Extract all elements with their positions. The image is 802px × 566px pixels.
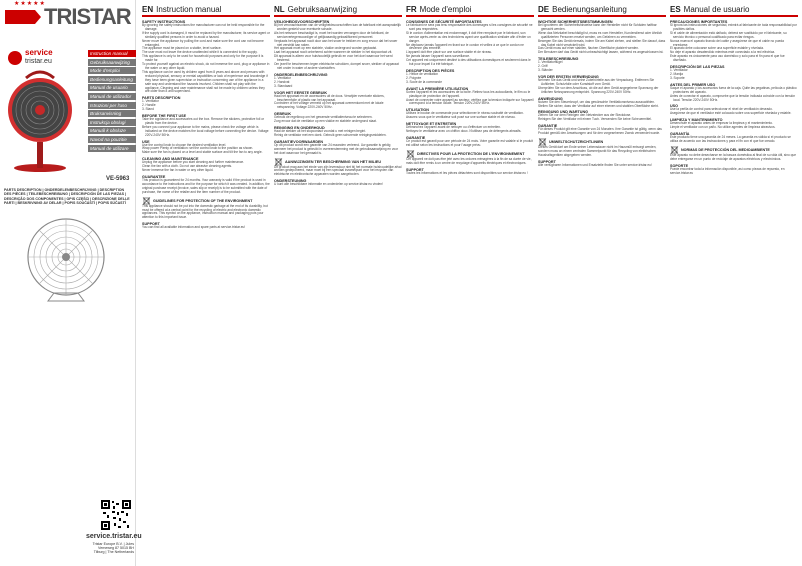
heading: GUARANTEE: [142, 175, 166, 179]
list-item: 1. Ventilatorflügel: [538, 60, 563, 65]
paragraph: This appliance should not be put into the domestic garbage at the end of its durability, but must be offered at a central point for the recycling of electric and electronic domestic appliances. This symbol on the appliance, instruction manual and packaging puts your attention to this important issue.: [142, 203, 268, 220]
list-item: If the supply cord is damaged, it must be replaced by the manufacturer, its service agent or similarly qualified persons in order to avoid a hazard.: [142, 30, 270, 39]
section-de: [538, 4, 666, 564]
list-item: Si ignora las instrucciones de seguridad, eximirá al fabricante de toda responsabilidad por posibles daños.: [670, 23, 797, 31]
paragraph: U kunt alle beschikbare informatie en onderdelen op service.tristar.eu vinden!: [274, 182, 383, 187]
language-code: FR: [406, 5, 417, 14]
list-item: 2. Poignée: [406, 75, 422, 80]
list-item: 3. Soporte: [670, 75, 685, 80]
heading: PARTS DESCRIPTION: [142, 96, 181, 101]
list-item: 2. Griff: [538, 64, 548, 69]
list-item: 2. Handle: [142, 103, 156, 108]
heading: USE: [142, 139, 150, 144]
language-item: Istruzioni per l'uso: [88, 102, 136, 109]
heading: DESCRIPCIÓN DE LAS PIEZAS: [670, 65, 725, 70]
list-item: Never move the appliance by pulling the cord and make sure the cord can not become entangled.: [142, 38, 264, 47]
heading: DESCRIPTION DES PIÈCES: [406, 68, 455, 73]
paragraph: Este producto tiene una garantía de 24 meses. La garantía es válida si el producto se utiliza de acuerdo con las instrucciones y para el fin con el que fue creado.: [670, 135, 791, 143]
list-item: Nutzen Sie den Steuerknopf, um das gewünschte Ventilationsniveau auszuwählen.: [538, 99, 655, 104]
heading: SAFETY INSTRUCTIONS: [142, 20, 186, 24]
list-item: Ne déplacez jamais l'appareil en tirant sur le cordon et veillez à ce que le cordon ne devienne pas emmêlé.: [406, 42, 524, 51]
section-title: Instruction manual: [156, 5, 222, 14]
brand-logo: [5, 4, 131, 30]
list-item: 3. Ständer: [538, 68, 553, 73]
language-item: Bedienungsanleitung: [88, 76, 136, 83]
paragraph: Puede encontrar toda la información disponible, así como piezas de repuesto, en service.tristar.eu: [670, 166, 785, 175]
list-item: Stellen Sie sicher, dass der Ventilator auf einer ebenen und stabilen Oberfläche steht.: [538, 103, 659, 108]
heading: NETTOYAGE ET ENTRETIEN: [406, 122, 457, 127]
language-item: Manual de utilizare: [88, 145, 136, 152]
list-item: Take the appliance and accessories out the box. Remove the stickers, protective foil or plastic from the device.: [142, 117, 265, 125]
list-item: Dit apparaat is alleen voor huishoudelijk gebruik en voor het doel waarvoor het werd bestemd.: [274, 54, 393, 63]
section-nl: [274, 4, 402, 564]
list-item: Überprüfen Sie vor dem Anschluss, ob die auf dem Gerät angegebene Spannung der örtlichen Netzspannung entspricht. Spannung 220V-240V 50Hz.: [538, 85, 659, 94]
heading: SOPORTE: [670, 163, 689, 168]
section-en: [142, 4, 270, 564]
list-item: To protect yourself against an electric shock, do not immerse the cord, plug or appliance in the water or any other liquid.: [142, 62, 270, 70]
list-item: 1. Ventilator: [274, 75, 291, 80]
heading: ANWENDUNG: [538, 96, 563, 101]
list-item: Desenchufe el aparato antes de empezar la limpieza y el mantenimiento.: [670, 121, 773, 126]
section-title: Mode d'emploi: [419, 5, 472, 14]
section-title: Manual de usuario: [683, 5, 750, 14]
list-item: This appliance can be used by children aged from 8 years and above and persons with reduced physical, sensory or mental capabilities or lack of experience and knowledge if they have been given supervision or instruction concerning use of the appliance in a safe way and understand the hazards involved. Children shall not play with the appliance. Cleaning and user maintenance shall not be made by children unless they are older than 8 and supervised.: [142, 69, 268, 94]
heading: SUPPORT: [406, 167, 424, 172]
stars-icon: ★★★★★: [14, 1, 46, 7]
paragraph: Ce produit est garanti pour une période de 24 mois. Votre garantie est valable si le produit est utilisé selon les instructions et pour l'usage prévu.: [406, 138, 533, 147]
heading: UMWELTSCHUTZRICHTLINIEN: [549, 140, 604, 145]
list-item: 3. Socle de la commande: [406, 79, 442, 84]
list-item: Este aparato es únicamente para uso doméstico y solo para el fin para el que fue diseñado.: [670, 54, 785, 63]
list-item: Clean the fan with a cloth. Do not use abrasive cleaning agents.: [142, 164, 233, 169]
heading: VEILIGHEIDSVOORSCHRIFTEN: [274, 20, 330, 24]
list-item: Use the control knob to choose the desired ventilation level.: [142, 142, 227, 147]
list-item: Laat het apparaat nooit onbeheerd achter wanneer de stekker in het stopcontact zit.: [274, 50, 393, 55]
list-item: No deje el aparato desatendido mientras esté conectado a la red eléctrica.: [670, 50, 776, 55]
heading: GARANTÍA: [670, 132, 690, 137]
heading: WICHTIGE SICHERHEITSBESTIMMUNGEN: [538, 20, 613, 24]
paragraph: Alle verfügbaren Informationen und Ersatzteile finden Sie unter service.tristar.eu!: [538, 162, 652, 167]
list-item: Cet appareil est uniquement destiné à des utilisations domestiques et seulement dans le but pour lequel il a été fabriqué.: [406, 58, 531, 67]
language-code: NL: [274, 5, 285, 14]
language-item: Manuál k obsluze: [88, 127, 136, 134]
heading: ONDERSTEUNING: [274, 179, 307, 184]
fan-hub: [35, 105, 45, 115]
footer-site: service.tristar.eu: [86, 533, 142, 540]
brand-flag-icon: [5, 10, 35, 24]
list-item: Si le cordon d'alimentation est endommagé, il doit être remplacé par le fabricant, son service après-vente ou des techniciens ayant une qualification similaire afin d'éviter un danger.: [406, 30, 531, 43]
list-item: Nettoyez le ventilateur avec un chiffon doux. N'utilisez pas de détergents abrasifs.: [406, 129, 522, 134]
heading: REINIGING EN ONDERHOUD: [274, 126, 325, 131]
paragraph: Dit product mag aan het einde van zijn levensduur niet bij het normale huishoudelijke afval worden gedeponeerd, maar moet bij een speciaal inzamelpunt voor het recyclen van elektrische en elektronische apparaten worden aangeboden.: [274, 164, 402, 177]
language-code: EN: [142, 5, 154, 14]
list-item: Haal de stekker uit het stopcontact voordat u met reinigen begint.: [274, 129, 366, 134]
heading: BEFORE THE FIRST USE: [142, 114, 187, 119]
list-item: Assurez-vous que le ventilateur soit posé sur une surface stable et de niveau.: [406, 115, 516, 120]
paragraph: Este aparato no debe desecharse en la basura doméstica al final de su vida útil, sino que debe entregarse en un punto de reciclaje de aparatos eléctricos y electrónicos.: [670, 152, 796, 161]
parts-caption: PARTS DESCRIPTION | ONDERDELENBESCHRIJVING | DESCRIPTION DES PIÈCES | TEILEBESCHREIBUNG | DESCRIPCIÓN DE LAS PIEZAS | DESCRIÇÃO DOS COMPONENTES | OPIS CZĘŚCI | DESCRIZIONE DELLE PARTI | BESKRIVNING AV DELAR | POPIS SOUČÁSTÍ | POPIS SÚČASTÍ: [4, 188, 130, 206]
list-item: Wenn das Netzkabel beschädigt ist, muss es vom Hersteller, Kundendienst oder ähnlich qualifizierten Personen ersetzt werden, um Gefahren zu vermeiden.: [538, 30, 663, 39]
list-item: Als het netsnoer beschadigd is, moet het worden vervangen door de fabrikant, de servicevertegenwoordiger of gelijkwaardig gekwalificeerd personeel.: [274, 30, 389, 39]
list-item: Sortez l'appareil et les accessoires de la boîte. Retirez tous les autocollants, le film ou le plastique de protection de l'appareil.: [406, 89, 531, 98]
list-item: 1. Ventilator: [142, 99, 159, 104]
language-item: Navod na pouzitie: [88, 136, 136, 143]
list-item: Ziehen Sie vor dem Reinigen den Netzstecker aus der Steckdose.: [538, 113, 632, 118]
heading: PRECAUCIONES IMPORTANTES: [670, 20, 728, 24]
list-item: 2. Manija: [670, 71, 683, 76]
heading: USO: [670, 104, 678, 109]
list-item: El aparato debe colocarse sobre una superficie estable y nivelada.: [670, 46, 764, 51]
heading: CONSIGNES DE SÉCURITÉ IMPORTANTES: [406, 20, 482, 24]
paragraph: Dieses Gerät darf am Ende seiner Lebensdauer nicht im Hausmüll entsorgt werden, sondern muss an einem zentralen Sammelpunkt für das Recycling von elektrischen Haushaltsgeräten abgegeben werden.: [538, 145, 657, 157]
paragraph: Toutes les informations et les pièces détachées sont disponibles sur service.tristar.eu !: [406, 170, 528, 175]
paragraph: You can find all available information and spare parts at service.tristar.eu!: [142, 225, 246, 230]
list-item: Saque el aparato y los accesorios fuera de la caja. Quite las pegatinas, película o plástico protectores del aparato.: [670, 85, 797, 94]
diagram-hub: [62, 253, 70, 261]
list-item: Le fabricant ne sera pas tenu responsable des dommages si les consignes de sécurité ne sont pas respectées.: [406, 23, 533, 31]
footer-address: Tristar Europe B.V. | Jules Verneweg 87 5015 BH Tilburg | The Netherlands: [92, 542, 134, 555]
list-item: Never immerse the fan in water or any other liquid.: [142, 168, 214, 173]
language-item: Manual de usuario: [88, 84, 136, 91]
list-item: Bewegen Sie das Gerät niemals, indem Sie am Kabel ziehen, und stellen Sie darauf, dass das Kabel nicht verwickelt wird.: [538, 38, 666, 47]
language-item: Manual de utilizador: [88, 93, 136, 100]
list-item: L'appareil doit être placé sur une surface stable et de niveau.: [406, 50, 493, 55]
list-item: Ne jamais laisser l'appareil sans surveillance.: [406, 54, 471, 59]
language-code: ES: [670, 5, 681, 14]
heading: UTILISATION: [406, 108, 429, 113]
list-item: Gebruik de regelknop om het gewenste ventilatieniveau te selecteren.: [274, 115, 373, 120]
list-item: Unplug the appliance before you start cleaning and further maintenance.: [142, 160, 245, 165]
heading: CLEANING AND MAINTENANCE: [142, 157, 199, 162]
heading: ONDERDELENBESCHRIJVING: [274, 72, 328, 77]
service-icon: [8, 51, 22, 65]
list-item: This appliance is only to be used for household purposes and only for the purpose it is made for.: [142, 54, 264, 63]
heading: GARANTIE: [406, 135, 426, 140]
list-item: Bij het veronachtzamen van de veiligheidsvoorschriften kan de fabrikant niet aansprakelijk worden gesteld voor eventuele schade.: [274, 23, 401, 31]
section-title: Bedienungsanleitung: [552, 5, 627, 14]
list-item: 3. Stand: [142, 107, 154, 112]
list-item: 3. Standaard: [274, 83, 293, 88]
fan-handle: [26, 72, 54, 78]
list-item: Antes de conectar el aparato, compruebe que la tensión indicada coincide con la tensión local. Tensión 220V-240V 50Hz.: [670, 93, 796, 102]
paragraph: Für dieses Produkt gilt eine Garantie von 24 Monaten. Ihre Garantie ist gültig, wenn das Produkt gemäß den Anweisungen und für den vorgesehenen Zweck verwendet wurde.: [538, 127, 662, 136]
list-item: Reinig de ventilator met een doek. Gebruik geen schurende reinigingsmiddelen.: [274, 132, 387, 137]
heading: VOOR HET EERSTE GEBRUIK: [274, 90, 328, 95]
list-item: The appliance must be placed on a stable, level surface.: [142, 46, 222, 51]
language-item: Instrukcja obslugi: [88, 119, 136, 126]
section-title: Gebruiksaanwijzing: [287, 5, 358, 14]
list-item: 1. Ventilador: [670, 68, 688, 73]
section-header: [670, 4, 798, 17]
list-item: Controleer of het voltage vermeld op het apparaat overeenkomt met de lokale netspanning. Voltage 220V-240V 50Hz.: [274, 101, 384, 110]
fan-diagram: [14, 213, 118, 309]
service-label: service: [25, 48, 53, 57]
fan-stand: [37, 142, 43, 168]
list-item: 1. Hélice de ventilation: [406, 71, 439, 76]
list-item: Reinigen Sie den Ventilator mit einem Tuch. Verwenden Sie keine Scheuermittel.: [538, 117, 652, 122]
list-item: Make sure the fan is placed on a level and stable surface and tilt the fan to any angle.: [142, 150, 263, 155]
list-item: Zorg ervoor dat de ventilator op een vlakke en stabiele ondergrond staat.: [274, 119, 377, 124]
list-item: By ignoring the safety instructions the manufacturer can not be held responsible for the damage.: [142, 23, 265, 31]
section-header: [538, 4, 666, 17]
list-item: Nunca mueva el aparato tirando del cable y asegúrese de que el cable no pueda enredarse.: [670, 38, 784, 47]
language-list: [88, 50, 136, 153]
heading: AANWIJZINGEN TER BESCHERMING VAN HET MILIEU: [285, 159, 382, 164]
heading: GARANTIEVOORWAARDEN: [274, 139, 324, 144]
heading: NORMAS DE PROTECCIÓN DEL MEDIOAMBIENTE: [681, 147, 770, 152]
heading: GUIDELINES FOR PROTECTION OF THE ENVIRONMENT: [153, 198, 253, 203]
model-number: VE-5963: [106, 176, 130, 182]
heading: TEILEBESCHREIBUNG: [538, 57, 579, 62]
list-item: Haal het apparaat en de accessoires uit de doos. Verwijder eventuele stickers, beschermfolie of plastic van het apparaat.: [274, 93, 385, 102]
list-item: Nehmen Sie das Gerät und seine Zubehörteile aus der Verpackung. Entfernen Sie Aufkleber, Schutzfolie oder Kunststoff vom Gerät.: [538, 77, 655, 86]
paragraph: Cet appareil ne doit pas être jeté avec les ordures ménagères à la fin de sa durée de vie, mais doit être remis à un centre de recyclage d'appareils électriques et électroniques.: [406, 156, 532, 165]
fan-product-image: [6, 64, 84, 174]
list-item: Si el cable de alimentación está dañado, deberá ser sustituido por el fabricante, su servicio técnico o personal cualificado para evitar riesgos.: [670, 30, 787, 39]
heading: VOR DER ERSTEN VERWENDUNG: [538, 74, 599, 79]
list-item: Limpie el ventilador con un paño. No utilice agentes de limpieza abrasivos.: [670, 125, 776, 130]
heading: AVANT LA PREMIÈRE UTILISATION: [406, 86, 469, 91]
list-item: Bei Ignorieren der Sicherheitshinweise kann der Hersteller nicht für Schäden haftbar gemacht werden.: [538, 23, 657, 31]
list-item: Das Gerät muss auf einer stabilen, flachen Oberfläche platziert werden.: [538, 46, 639, 51]
language-item: Mode d'emploi: [88, 67, 136, 74]
list-item: Der Benutzer darf das Gerät nicht unbeaufsichtigt lassen, während es angeschlossen ist.: [538, 50, 664, 55]
section-header: [406, 4, 534, 17]
list-item: Avant de connecter votre appareil au secteur, vérifiez que la tension indiquée sur l'appareil correspond à la tension locale. Tension 220V-240V 50Hz.: [406, 97, 534, 106]
list-item: Débranchez l'appareil avant de nettoyer ou d'effectuer un entretien.: [406, 125, 501, 130]
section-fr: [406, 4, 534, 564]
heading: SUPPORT: [538, 159, 556, 164]
section-header: [274, 4, 402, 17]
list-item: Om jezelf te beschermen tegen elektrische schokken, dompel snoer, stekker of apparaat niet onder in water of andere vloeistoffen.: [274, 62, 399, 70]
paragraph: This product is guaranteed for 24 months. Your warranty is valid if the product is used in accordance to the instructions and for the purpose for which it was created. In addition, the original purchase receipt (invoice, sales slip or receipt) is to be submitted with the date of purchase, the name of the retailer and the item number of the product.: [142, 178, 270, 194]
service-site: tristar.eu: [25, 58, 52, 65]
list-item: Before you connect your appliance to the mains, please check the voltage which is indicated on the device matches the local voltage before connecting the device. Voltage 220V-240V 50Hz.: [142, 124, 269, 137]
list-item: Het apparaat moet op een stabiele, vlakke ondergrond worden geplaatst.: [274, 46, 377, 51]
list-item: Verplaats het apparaat nooit door aan het snoer te trekken en zorg ervoor dat het snoer niet verstrikt kan raken.: [274, 38, 398, 47]
cover-panel: [0, 0, 142, 566]
qr-code: [101, 500, 131, 530]
list-item: 2. Handvat: [274, 79, 290, 84]
heading: GEBRUIK: [274, 112, 292, 117]
heading: REINIGUNG UND WARTUNG: [538, 110, 588, 115]
heading: GARANTIE: [538, 124, 558, 129]
heading: LIMPIEZA Y MANTENIMIENTO: [670, 118, 723, 123]
language-code: DE: [538, 5, 550, 14]
heading: SUPPORT: [142, 222, 160, 227]
heading: ANTES DEL PRIMER USO: [670, 82, 716, 87]
paragraph: Op dit product wordt een garantie van 24 maanden verleend. Uw garantie is geldig wanneer het product is gebruikt in overeenstemming met de gebruiksaanwijzing en voor het doel waarvoor het gemaakt is.: [274, 142, 399, 155]
brand-name: TRISTAR: [44, 4, 131, 29]
list-item: Asegúrese de que el ventilador esté colocado sobre una superficie nivelada y estable.: [670, 111, 792, 116]
section-es: [670, 4, 798, 564]
list-item: Utilisez le bouton de commande pour sélectionner le niveau souhaité de ventilation.: [406, 111, 524, 116]
list-item: Wrap power Plenty of ventilation: set the control knob to the position as shown.: [142, 146, 254, 151]
list-item: The user must not leave the device unattended while it is connected to the supply.: [142, 50, 258, 55]
language-item: Instruction manual: [88, 50, 136, 57]
heading: DIRECTIVES POUR LA PROTECTION DE L'ENVIRONNEMENT: [417, 151, 525, 156]
language-item: Bruksanvisning: [88, 110, 136, 117]
list-item: Use la perilla de control para seleccionar el nivel de ventilación deseado.: [670, 107, 773, 112]
language-item: Gebruiksaanwijzing: [88, 59, 136, 66]
section-header: [142, 4, 270, 17]
